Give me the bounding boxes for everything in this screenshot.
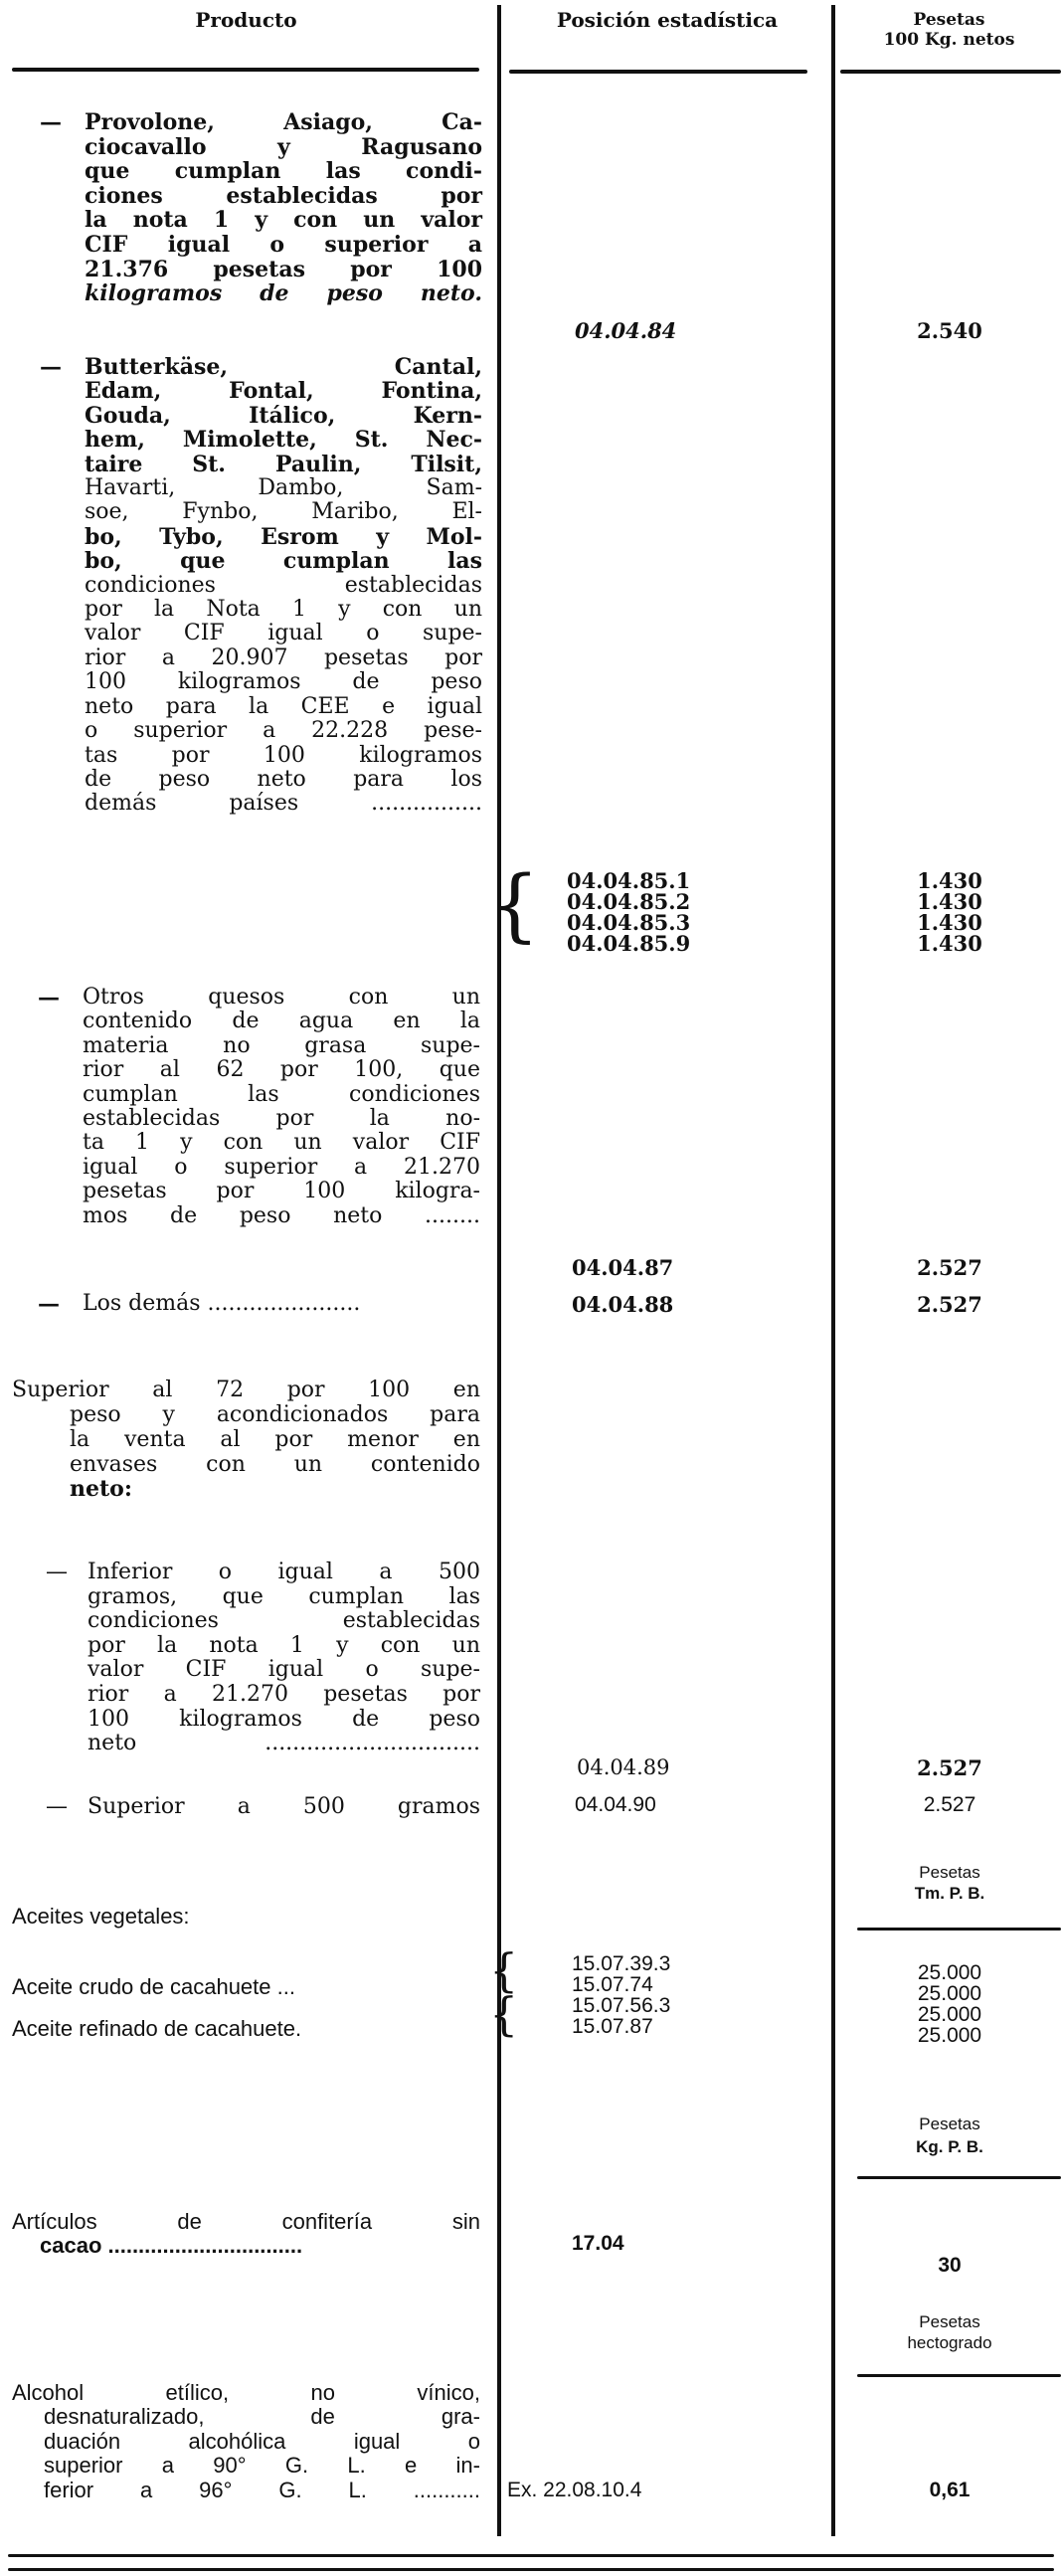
brace: { (489, 1943, 519, 1997)
price-value: 2.527 (923, 1793, 976, 1816)
text-line: bo, Tybo, Esrom y Mol- (85, 523, 482, 550)
price-value: 25.000 (917, 2024, 982, 2047)
product-superior-500 (88, 1795, 480, 1820)
text-line: gramos, que cumplan las (88, 1583, 480, 1609)
text-line: tas por 100 kilogramos (85, 742, 482, 768)
text-line: peso y acondicionados para (70, 1402, 480, 1427)
section-aceites-heading: Aceites vegetales: (12, 1904, 190, 1929)
text-line: taire St. Paulin, Tilsit, (85, 451, 482, 477)
price-value: 1.430 (917, 889, 982, 914)
list-dash: — (40, 354, 62, 380)
unit-label-line1: Pesetas (919, 1863, 980, 1882)
position-code: 04.04.89 (577, 1755, 670, 1779)
header-rule-product (12, 68, 479, 72)
price-value: 2.527 (917, 1292, 982, 1317)
text-line: neto para la CEE e igual (85, 693, 482, 719)
column-divider-2 (831, 5, 835, 2536)
text-line: neto ............................... (88, 1731, 480, 1756)
text-line: contenido de agua en la (83, 1009, 480, 1034)
text-line: por la Nota 1 y con un (85, 597, 482, 623)
product-aceite-crudo: Aceite crudo de cacahuete ... (12, 1974, 295, 1999)
product-aceite-refinado: Aceite refinado de cacahuete. (12, 2016, 302, 2041)
text-line: soe, Fynbo, Maribo, El- (85, 499, 482, 525)
price-value: 0,61 (929, 2479, 971, 2501)
text-line: rior a 20.907 pesetas por (85, 644, 482, 670)
product-alcohol (12, 2381, 480, 2502)
header-price-line2: 100 Kg. netos (883, 30, 1015, 50)
product-los-demas (83, 1292, 480, 1317)
text-line: condiciones establecidas (88, 1608, 480, 1634)
text-line: establecidas por la no- (83, 1106, 480, 1132)
text-line: Otros quesos con un (83, 985, 480, 1010)
text-line: 100 kilogramos de peso (85, 669, 482, 695)
brace: { (489, 858, 540, 951)
position-code: 04.04.88 (572, 1292, 674, 1317)
position-code: 04.04.85.9 (567, 931, 691, 956)
text-line: materia no grasa supe- (83, 1032, 480, 1058)
unit-rule (857, 2176, 1061, 2179)
price-value: 30 (938, 2254, 962, 2277)
text-line: envases con un contenido (70, 1452, 480, 1477)
text-line: condiciones establecidas (85, 572, 482, 598)
position-code: 15.07.74 (572, 1973, 653, 1996)
brace: { (489, 1987, 519, 2041)
price-value: 1.430 (917, 868, 982, 893)
position-code: 15.07.39.3 (572, 1952, 671, 1975)
position-code: 17.04 (572, 2232, 624, 2255)
text-line: desnaturalizado, de gra- (44, 2404, 480, 2430)
price-value: 1.430 (917, 931, 982, 956)
text-line: la venta al por menor en (70, 1427, 480, 1452)
text-line: ferior a 96° G. L. ........... (44, 2477, 480, 2502)
text-line: valor CIF igual o supe- (85, 621, 482, 646)
text-line: Havarti, Dambo, Sam- (85, 475, 482, 501)
price-value: 25.000 (917, 1961, 982, 1984)
text-line: Superior al 72 por 100 en (12, 1378, 480, 1402)
list-dash: — (38, 1291, 60, 1317)
text-line: duación alcohólica igual o (44, 2428, 480, 2454)
text-line: por la nota 1 y con un (88, 1632, 480, 1658)
text-line: superior a 90° G. L. e in- (44, 2453, 480, 2479)
text-line: la nota 1 y con un valor (85, 207, 482, 234)
product-butterkase (85, 355, 482, 817)
position-code: 04.04.85.2 (567, 889, 691, 914)
unit-rule (857, 1928, 1061, 1931)
text-line: Superior a 500 gramos (88, 1794, 480, 1819)
text-line: Provolone, Asiago, Ca- (85, 109, 482, 135)
text-line: Alcohol etílico, no vínico, (12, 2380, 480, 2405)
header-rule-price (840, 70, 1061, 74)
list-dash: — (40, 109, 62, 135)
header-position: Posición estadística (556, 8, 779, 32)
text-line: neto: (70, 1476, 132, 1502)
position-code: 04.04.85.1 (567, 868, 691, 893)
text-line: Edam, Fontal, Fontina, (85, 378, 482, 405)
text-line: mos de peso neto ........ (83, 1202, 480, 1228)
product-otros-quesos (83, 986, 480, 1228)
section-superior-72 (12, 1378, 480, 1502)
unit-label-line2: hectogrado (907, 2333, 992, 2352)
text-line: Inferior o igual a 500 (88, 1560, 480, 1584)
position-code: 04.04.90 (575, 1793, 656, 1816)
text-line: cumplan las condiciones (83, 1081, 480, 1107)
price-value: 2.527 (917, 1755, 982, 1780)
product-confiteria (12, 2210, 480, 2258)
position-code: 15.07.56.3 (572, 1994, 671, 2017)
text-line: rior al 62 por 100, que (83, 1057, 480, 1083)
column-divider-1 (497, 5, 501, 2536)
position-code: Ex. 22.08.10.4 (507, 2479, 642, 2501)
text-line: rior a 21.270 pesetas por (88, 1681, 480, 1707)
text-line: o superior a 22.228 pese- (85, 718, 482, 744)
text-line: Artículos de confitería sin (12, 2209, 480, 2234)
unit-rule (857, 2374, 1061, 2377)
text-line: CIF igual o superior a (85, 231, 482, 258)
text-line: Butterkäse, Cantal, (85, 354, 482, 380)
position-code: 04.04.87 (572, 1255, 674, 1280)
text-line: kilogramos de peso neto. (85, 280, 482, 307)
position-code: 04.04.85.3 (567, 910, 691, 935)
text-line: igual o superior a 21.270 (83, 1154, 480, 1180)
price-value: 25.000 (917, 2003, 982, 2026)
price-value: 2.540 (917, 318, 982, 343)
text-line: Los demás ...................... (83, 1291, 361, 1316)
bottom-rule-2 (8, 2568, 1054, 2571)
position-code: 04.04.84 (575, 318, 677, 343)
position-code: 15.07.87 (572, 2015, 653, 2038)
product-inferior-500 (88, 1561, 480, 1756)
text-line: que cumplan las condi- (85, 158, 482, 185)
text-line: demás países ................ (85, 791, 482, 817)
text-line: ciocavallo y Ragusano (85, 133, 482, 160)
unit-label-line2: Kg. P. B. (916, 2137, 983, 2156)
list-dash: — (46, 1794, 68, 1819)
unit-label-line1: Pesetas (919, 2312, 980, 2331)
text-line: hem, Mimolette, St. Nec- (85, 427, 482, 454)
list-dash: — (46, 1560, 68, 1584)
price-value: 25.000 (917, 1982, 982, 2005)
text-line: ta 1 y con un valor CIF (83, 1130, 480, 1156)
text-line: bo, que cumplan las (85, 548, 482, 575)
text-line: de peso neto para los (85, 766, 482, 792)
unit-label-line2: Tm. P. B. (914, 1884, 985, 1903)
price-value: 2.527 (917, 1255, 982, 1280)
header-price-line1: Pesetas (913, 10, 985, 30)
header-product: Producto (195, 8, 297, 32)
product-provolone (85, 110, 482, 306)
text-line: valor CIF igual o supe- (88, 1657, 480, 1683)
text-line: Gouda, Itálico, Kern- (85, 402, 482, 429)
text-line: cacao ................................ (40, 2233, 303, 2258)
list-dash: — (38, 985, 60, 1011)
text-line: 21.376 pesetas por 100 (85, 256, 482, 282)
price-value: 1.430 (917, 910, 982, 935)
text-line: ciones establecidas por (85, 182, 482, 209)
header-rule-position (509, 70, 807, 74)
bottom-rule-1 (8, 2554, 1054, 2557)
text-line: pesetas por 100 kilogra- (83, 1179, 480, 1204)
unit-label-line1: Pesetas (919, 2115, 980, 2133)
text-line: 100 kilogramos de peso (88, 1706, 480, 1732)
